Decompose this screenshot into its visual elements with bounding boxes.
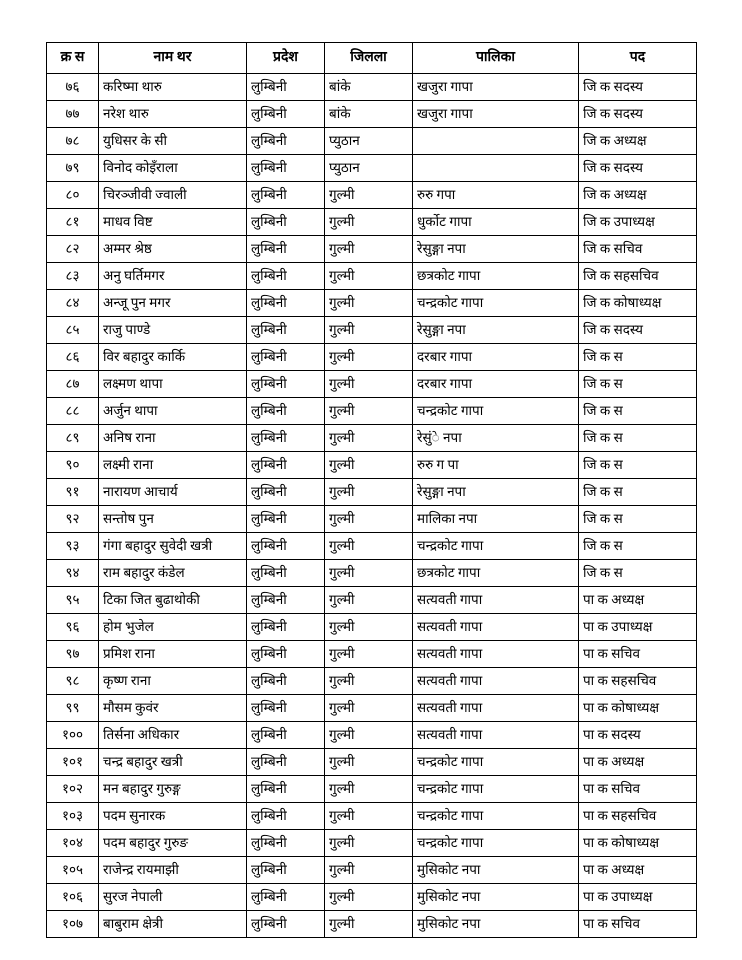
cell-palika: रेसुंे नपा <box>413 425 579 452</box>
table-row <box>47 776 697 803</box>
table-row <box>47 452 697 479</box>
cell-post: जि क स <box>579 425 697 452</box>
cell-province: लुम्बिनी <box>247 263 325 290</box>
cell-palika: धुर्कोट गापा <box>413 209 579 236</box>
cell-district: गुल्मी <box>325 506 413 533</box>
cell-name: चन्द्र बहादुर खत्री <box>99 749 247 776</box>
cell-province: लुम्बिनी <box>247 533 325 560</box>
cell-province: लुम्बिनी <box>247 479 325 506</box>
cell-post: पा क सचिव <box>579 911 697 938</box>
cell-palika: रुरु गपा <box>413 182 579 209</box>
cell-post: जि क सदस्य <box>579 317 697 344</box>
cell-name: पदम बहादुर गुरुङ <box>99 830 247 857</box>
cell-province: लुम्बिनी <box>247 398 325 425</box>
cell-palika: मालिका नपा <box>413 506 579 533</box>
cell-province: लुम्बिनी <box>247 506 325 533</box>
cell-palika: मुसिकोट नपा <box>413 884 579 911</box>
cell-palika: रेसुङ्गा नपा <box>413 236 579 263</box>
cell-post: जि क स <box>579 560 697 587</box>
cell-serial: १०५ <box>47 857 99 884</box>
cell-province: लुम्बिनी <box>247 884 325 911</box>
cell-district: गुल्मी <box>325 749 413 776</box>
cell-serial: ९१ <box>47 479 99 506</box>
cell-name: अनु घर्तिमगर <box>99 263 247 290</box>
cell-name: अन्जू पुन मगर <box>99 290 247 317</box>
cell-province: लुम्बिनी <box>247 182 325 209</box>
cell-name: कृष्ण राना <box>99 668 247 695</box>
cell-serial: ८५ <box>47 317 99 344</box>
cell-serial: १०६ <box>47 884 99 911</box>
cell-post: जि क स <box>579 533 697 560</box>
cell-serial: ८६ <box>47 344 99 371</box>
cell-palika: दरबार गापा <box>413 344 579 371</box>
cell-district: गुल्मी <box>325 182 413 209</box>
cell-district: गुल्मी <box>325 641 413 668</box>
cell-palika: चन्द्रकोट गापा <box>413 803 579 830</box>
cell-province: लुम्बिनी <box>247 830 325 857</box>
cell-palika: सत्यवती गापा <box>413 641 579 668</box>
cell-palika: खजुरा गापा <box>413 101 579 128</box>
cell-district: प्युठान <box>325 155 413 182</box>
cell-palika: सत्यवती गापा <box>413 587 579 614</box>
table-row <box>47 695 697 722</box>
cell-province: लुम्बिनी <box>247 722 325 749</box>
cell-post: पा क अध्यक्ष <box>579 749 697 776</box>
cell-post: पा क सहसचिव <box>579 668 697 695</box>
table-row <box>47 209 697 236</box>
cell-district: गुल्मी <box>325 263 413 290</box>
cell-palika: चन्द्रकोट गापा <box>413 533 579 560</box>
cell-palika: रेसुङ्गा नपा <box>413 479 579 506</box>
cell-palika: सत्यवती गापा <box>413 668 579 695</box>
cell-name: प्रमिश राना <box>99 641 247 668</box>
table-row <box>47 749 697 776</box>
cell-province: लुम्बिनी <box>247 101 325 128</box>
cell-serial: ८३ <box>47 263 99 290</box>
cell-serial: ९२ <box>47 506 99 533</box>
cell-serial: ७८ <box>47 128 99 155</box>
cell-name: गंगा बहादुर सुवेदी खत्री <box>99 533 247 560</box>
cell-name: नारायण आचार्य <box>99 479 247 506</box>
cell-post: जि क सदस्य <box>579 155 697 182</box>
cell-district: गुल्मी <box>325 587 413 614</box>
cell-province: लुम्बिनी <box>247 857 325 884</box>
cell-palika: चन्द्रकोट गापा <box>413 398 579 425</box>
cell-palika: सत्यवती गापा <box>413 614 579 641</box>
cell-province: लुम्बिनी <box>247 668 325 695</box>
table-row <box>47 533 697 560</box>
cell-post: जि क स <box>579 452 697 479</box>
cell-name: करिष्मा थारु <box>99 74 247 101</box>
cell-district: गुल्मी <box>325 911 413 938</box>
cell-name: सन्तोष पुन <box>99 506 247 533</box>
cell-palika: चन्द्रकोट गापा <box>413 776 579 803</box>
cell-province: लुम्बिनी <box>247 209 325 236</box>
cell-name: मन बहादुर गुरुङ्ग <box>99 776 247 803</box>
cell-post: जि क स <box>579 344 697 371</box>
cell-serial: ८० <box>47 182 99 209</box>
cell-district: गुल्मी <box>325 560 413 587</box>
cell-district: गुल्मी <box>325 452 413 479</box>
table-row <box>47 506 697 533</box>
cell-name: लक्ष्मी राना <box>99 452 247 479</box>
table-row <box>47 317 697 344</box>
table-row <box>47 398 697 425</box>
column-header-serial: क्र स <box>47 43 99 74</box>
column-header-province: प्रदेश <box>247 43 325 74</box>
table-row <box>47 371 697 398</box>
cell-province: लुम्बिनी <box>247 641 325 668</box>
cell-serial: १०३ <box>47 803 99 830</box>
cell-province: लुम्बिनी <box>247 371 325 398</box>
cell-post: जि क सदस्य <box>579 101 697 128</box>
cell-province: लुम्बिनी <box>247 560 325 587</box>
table-body <box>47 74 697 938</box>
cell-serial: ८८ <box>47 398 99 425</box>
cell-serial: ७९ <box>47 155 99 182</box>
cell-palika: छत्रकोट गापा <box>413 560 579 587</box>
cell-name: राम बहादुर कंडेल <box>99 560 247 587</box>
cell-serial: ९३ <box>47 533 99 560</box>
cell-district: गुल्मी <box>325 344 413 371</box>
cell-serial: ८७ <box>47 371 99 398</box>
cell-district: गुल्मी <box>325 533 413 560</box>
cell-province: लुम्बिनी <box>247 452 325 479</box>
cell-serial: ९७ <box>47 641 99 668</box>
cell-post: जि क सदस्य <box>579 74 697 101</box>
cell-province: लुम्बिनी <box>247 317 325 344</box>
column-header-palika: पालिका <box>413 43 579 74</box>
cell-name: नरेश थारु <box>99 101 247 128</box>
cell-post: पा क सदस्य <box>579 722 697 749</box>
cell-district: गुल्मी <box>325 425 413 452</box>
cell-district: गुल्मी <box>325 776 413 803</box>
cell-palika: दरबार गापा <box>413 371 579 398</box>
cell-district: गुल्मी <box>325 803 413 830</box>
cell-district: गुल्मी <box>325 830 413 857</box>
cell-district: गुल्मी <box>325 614 413 641</box>
cell-name: बाबुराम क्षेत्री <box>99 911 247 938</box>
cell-serial: ८१ <box>47 209 99 236</box>
cell-district: गुल्मी <box>325 884 413 911</box>
cell-post: जि क सचिव <box>579 236 697 263</box>
cell-province: लुम्बिनी <box>247 425 325 452</box>
cell-palika: रुरु ग पा <box>413 452 579 479</box>
cell-post: पा क कोषाध्यक्ष <box>579 695 697 722</box>
cell-post: पा क अध्यक्ष <box>579 857 697 884</box>
cell-name: लक्ष्मण थापा <box>99 371 247 398</box>
table-row <box>47 614 697 641</box>
cell-palika: चन्द्रकोट गापा <box>413 830 579 857</box>
cell-province: लुम्बिनी <box>247 344 325 371</box>
cell-serial: १०४ <box>47 830 99 857</box>
table-row <box>47 587 697 614</box>
cell-serial: ८२ <box>47 236 99 263</box>
table-row <box>47 911 697 938</box>
cell-name: सुरज नेपाली <box>99 884 247 911</box>
cell-post: पा क सहसचिव <box>579 803 697 830</box>
cell-name: राजु पाण्डे <box>99 317 247 344</box>
cell-district: गुल्मी <box>325 209 413 236</box>
cell-district: गुल्मी <box>325 479 413 506</box>
cell-post: पा क कोषाध्यक्ष <box>579 830 697 857</box>
table-header-row <box>47 43 697 74</box>
cell-post: जि क अध्यक्ष <box>579 128 697 155</box>
cell-name: अम्मर श्रेष्ठ <box>99 236 247 263</box>
cell-palika: सत्यवती गापा <box>413 695 579 722</box>
cell-province: लुम्बिनी <box>247 128 325 155</box>
table-row <box>47 830 697 857</box>
cell-palika <box>413 128 579 155</box>
table-row <box>47 560 697 587</box>
cell-serial: ९० <box>47 452 99 479</box>
cell-name: मौसम कुवंर <box>99 695 247 722</box>
cell-province: लुम्बिनी <box>247 695 325 722</box>
cell-post: जि क स <box>579 398 697 425</box>
cell-post: पा क सचिव <box>579 641 697 668</box>
cell-post: जि क स <box>579 479 697 506</box>
cell-palika: सत्यवती गापा <box>413 722 579 749</box>
cell-serial: ९४ <box>47 560 99 587</box>
table-row <box>47 155 697 182</box>
table-row <box>47 425 697 452</box>
table-row <box>47 641 697 668</box>
cell-province: लुम्बिनी <box>247 74 325 101</box>
cell-province: लुम्बिनी <box>247 236 325 263</box>
column-header-post: पद <box>579 43 697 74</box>
cell-district: गुल्मी <box>325 857 413 884</box>
cell-post: जि क सहसचिव <box>579 263 697 290</box>
cell-name: चिरञ्जीवी ज्वाली <box>99 182 247 209</box>
cell-name: टिका जित बुढाथोकी <box>99 587 247 614</box>
cell-post: जि क कोषाध्यक्ष <box>579 290 697 317</box>
table-row <box>47 668 697 695</box>
cell-name: विनोद कोइँराला <box>99 155 247 182</box>
cell-district: गुल्मी <box>325 317 413 344</box>
cell-province: लुम्बिनी <box>247 803 325 830</box>
cell-district: गुल्मी <box>325 668 413 695</box>
cell-palika: रेसुङ्गा नपा <box>413 317 579 344</box>
table-row <box>47 74 697 101</box>
cell-district: प्युठान <box>325 128 413 155</box>
cell-name: युधिसर के सी <box>99 128 247 155</box>
cell-district: गुल्मी <box>325 398 413 425</box>
cell-palika: खजुरा गापा <box>413 74 579 101</box>
cell-name: तिर्सना अधिकार <box>99 722 247 749</box>
cell-serial: ८४ <box>47 290 99 317</box>
cell-serial: ७७ <box>47 101 99 128</box>
cell-post: पा क उपाध्यक्ष <box>579 884 697 911</box>
cell-post: जि क उपाध्यक्ष <box>579 209 697 236</box>
table-row <box>47 857 697 884</box>
table-row <box>47 263 697 290</box>
cell-serial: ९८ <box>47 668 99 695</box>
cell-palika: चन्द्रकोट गापा <box>413 749 579 776</box>
table-row <box>47 722 697 749</box>
cell-serial: ९५ <box>47 587 99 614</box>
cell-province: लुम्बिनी <box>247 911 325 938</box>
cell-province: लुम्बिनी <box>247 155 325 182</box>
cell-district: गुल्मी <box>325 290 413 317</box>
cell-name: पदम सुनारक <box>99 803 247 830</box>
cell-post: जि क अध्यक्ष <box>579 182 697 209</box>
table-row <box>47 884 697 911</box>
cell-province: लुम्बिनी <box>247 290 325 317</box>
cell-serial: १०२ <box>47 776 99 803</box>
cell-serial: ८९ <box>47 425 99 452</box>
cell-serial: ९६ <box>47 614 99 641</box>
cell-serial: १०१ <box>47 749 99 776</box>
cell-province: लुम्बिनी <box>247 749 325 776</box>
cell-district: बांके <box>325 74 413 101</box>
cell-palika: छत्रकोट गापा <box>413 263 579 290</box>
cell-palika <box>413 155 579 182</box>
table-row <box>47 128 697 155</box>
roster-table <box>46 42 697 938</box>
table-row <box>47 479 697 506</box>
cell-district: गुल्मी <box>325 236 413 263</box>
cell-palika: मुसिकोट नपा <box>413 857 579 884</box>
cell-district: बांके <box>325 101 413 128</box>
cell-serial: ७६ <box>47 74 99 101</box>
table-header <box>47 43 697 74</box>
cell-serial: १०० <box>47 722 99 749</box>
table-row <box>47 182 697 209</box>
cell-post: जि क स <box>579 371 697 398</box>
cell-name: होम भुजेल <box>99 614 247 641</box>
cell-serial: १०७ <box>47 911 99 938</box>
cell-palika: मुसिकोट नपा <box>413 911 579 938</box>
cell-district: गुल्मी <box>325 695 413 722</box>
cell-name: राजेन्द्र रायमाझी <box>99 857 247 884</box>
cell-province: लुम्बिनी <box>247 614 325 641</box>
table-row <box>47 236 697 263</box>
table-row <box>47 803 697 830</box>
cell-name: अनिष राना <box>99 425 247 452</box>
table-row <box>47 101 697 128</box>
cell-name: माधव विष्ट <box>99 209 247 236</box>
cell-serial: ९९ <box>47 695 99 722</box>
cell-post: पा क सचिव <box>579 776 697 803</box>
cell-name: अर्जुन थापा <box>99 398 247 425</box>
cell-post: जि क स <box>579 506 697 533</box>
cell-province: लुम्बिनी <box>247 776 325 803</box>
cell-name: विर बहादुर कार्कि <box>99 344 247 371</box>
cell-district: गुल्मी <box>325 722 413 749</box>
column-header-name: नाम थर <box>99 43 247 74</box>
cell-post: पा क उपाध्यक्ष <box>579 614 697 641</box>
cell-post: पा क अध्यक्ष <box>579 587 697 614</box>
table-row <box>47 290 697 317</box>
table-row <box>47 344 697 371</box>
cell-district: गुल्मी <box>325 371 413 398</box>
cell-province: लुम्बिनी <box>247 587 325 614</box>
column-header-district: जिलला <box>325 43 413 74</box>
cell-palika: चन्द्रकोट गापा <box>413 290 579 317</box>
